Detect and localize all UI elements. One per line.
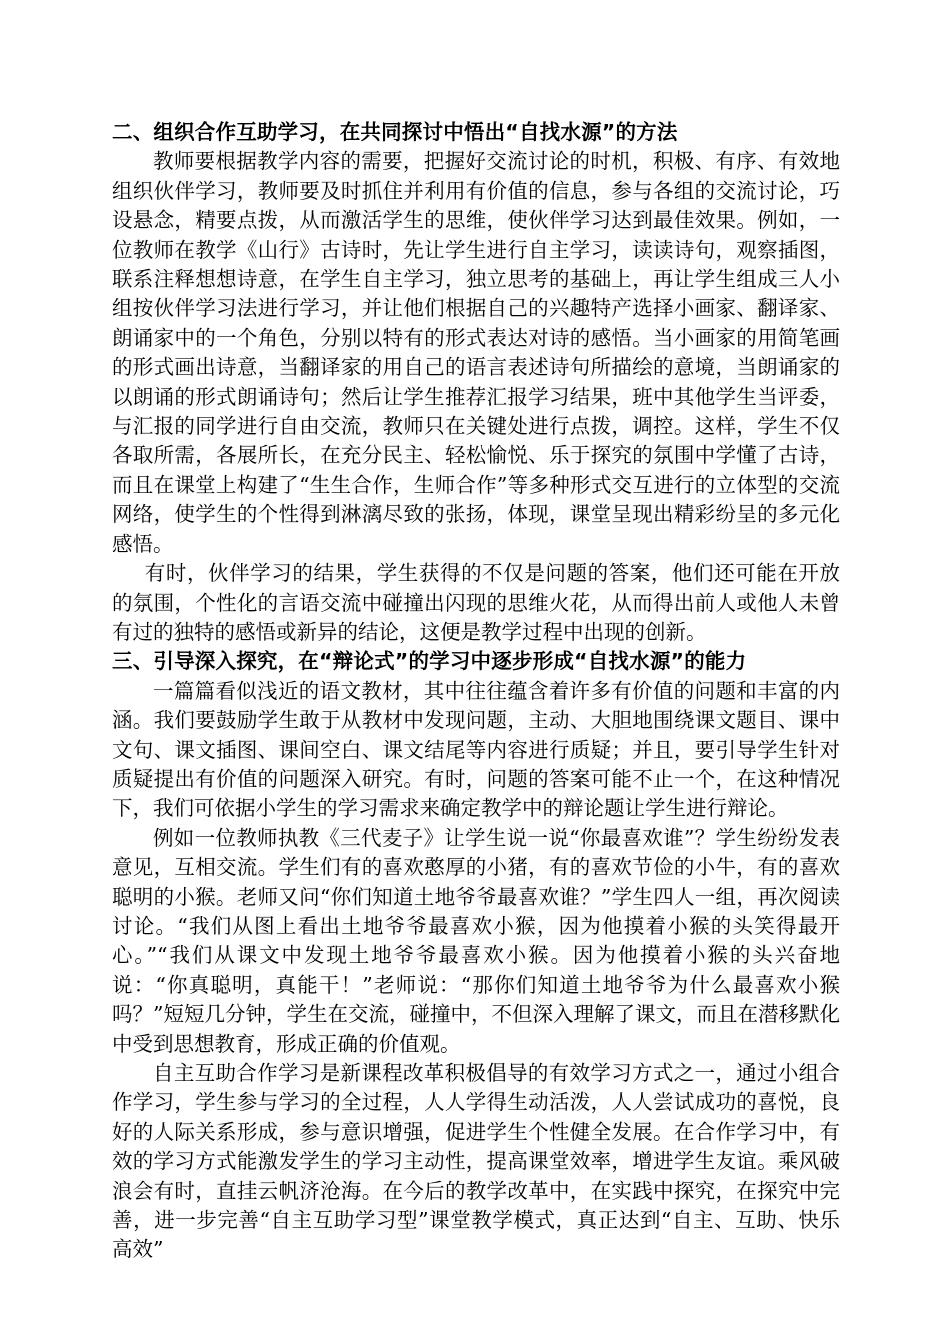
section-3-paragraph-3: 自主互助合作学习是新课程改革积极倡导的有效学习方式之一，通过小组合作学习，学生参与学习的全过程，人人学得生动活泼，人人尝试成功的喜悦，良好的人际关系形成，参与意识增强，促进学生个性健全发展。在合作学习中，有效的学习方式能激发学生的学习主动性，提高课堂效率，增进学生友谊。乘风破浪会有时，直挂云帆济沧海。在今后的教学改革中，在实践中探究，在探究中完善，进一步完善“自主互助学习型”课堂教学模式，真正达到“自主、互助、快乐高效”: [112, 1061, 840, 1262]
section-3-paragraph-1: 一篇篇看似浅近的语文教材，其中往往蕴含着许多有价值的问题和丰富的内涵。我们要鼓励学生敢于从教材中发现问题，主动、大胆地围绕课文题目、课中文句、课文插图、课间空白、课文结尾等内容进行质疑；并且，要引导学生针对质疑提出有价值的问题深入研究。有时，问题的答案可能不止一个，在这种情况下，我们可依据小学生的学习需求来确定教学中的辩论题让学生进行辩论。: [112, 678, 840, 821]
section-2-paragraph-2: 有时，伙伴学习的结果，学生获得的不仅是问题的答案，他们还可能在开放的氛围，个性化的言语交流中碰撞出闪现的思维火花，从而得出前人或他人未曾有过的独特的感悟或新异的结论，这便是教学过程中出现的创新。: [112, 561, 840, 644]
document-page: [112, 118, 840, 1265]
section-2-heading: 二、组织合作互助学习，在共同探讨中悟出“自找水源”的方法: [112, 120, 678, 144]
section-2-paragraph-1: 教师要根据教学内容的需要，把握好交流讨论的时机，积极、有序、有效地组织伙伴学习，教师要及时抓住并利用有价值的信息，参与各组的交流讨论，巧设悬念，精要点拨，从而激活学生的思维，使伙伴学习达到最佳效果。例如，一位教师在教学《山行》古诗时，先让学生进行自主学习，读读诗句，观察插图，联系注释想想诗意，在学生自主学习，独立思考的基础上，再让学生组成三人小组按伙伴学习法进行学习，并让他们根据自己的兴趣特产选择小画家、翻译家、朗诵家中的一个角色，分别以特有的形式表达对诗的感悟。当小画家的用简笔画的形式画出诗意，当翻译家的用自己的语言表述诗句所描绘的意境，当朗诵家的以朗诵的形式朗诵诗句；然后让学生推荐汇报学习结果，班中其他学生当评委，与汇报的同学进行自由交流，教师只在关键处进行点拨，调控。这样，学生不仅各取所需，各展所长，在充分民主、轻松愉悦、乐于探究的氛围中学懂了古诗，而且在课堂上构建了“生生合作，生师合作”等多种形式交互进行的立体型的交流网络，使学生的个性得到淋漓尽致的张扬，体现，课堂呈现出精彩纷呈的多元化感悟。: [112, 149, 840, 556]
section-3-heading: 三、引导深入探究，在“辩论式”的学习中逐步形成“自找水源”的能力: [112, 649, 747, 674]
section-3-paragraph-2: 例如一位教师执教《三代麦子》让学生说一说“你最喜欢谁”？学生纷纷发表意见，互相交流。学生们有的喜欢憨厚的小猪，有的喜欢节俭的小牛，有的喜欢聪明的小猴。老师又问“你们知道土地爷爷最喜欢谁？”学生四人一组，再次阅读讨论。“我们从图上看出土地爷爷最喜欢小猴，因为他摸着小猴的头笑得最开心。”“我们从课文中发现土地爷爷最喜欢小猴。因为他摸着小猴的头兴奋地说：“你真聪明，真能干！”老师说：“那你们知道土地爷爷为什么最喜欢小猴吗？”短短几分钟，学生在交流，碰撞中，不但深入理解了课文，而且在潜移默化中受到思想教育，形成正确的价值观。: [112, 825, 840, 1056]
